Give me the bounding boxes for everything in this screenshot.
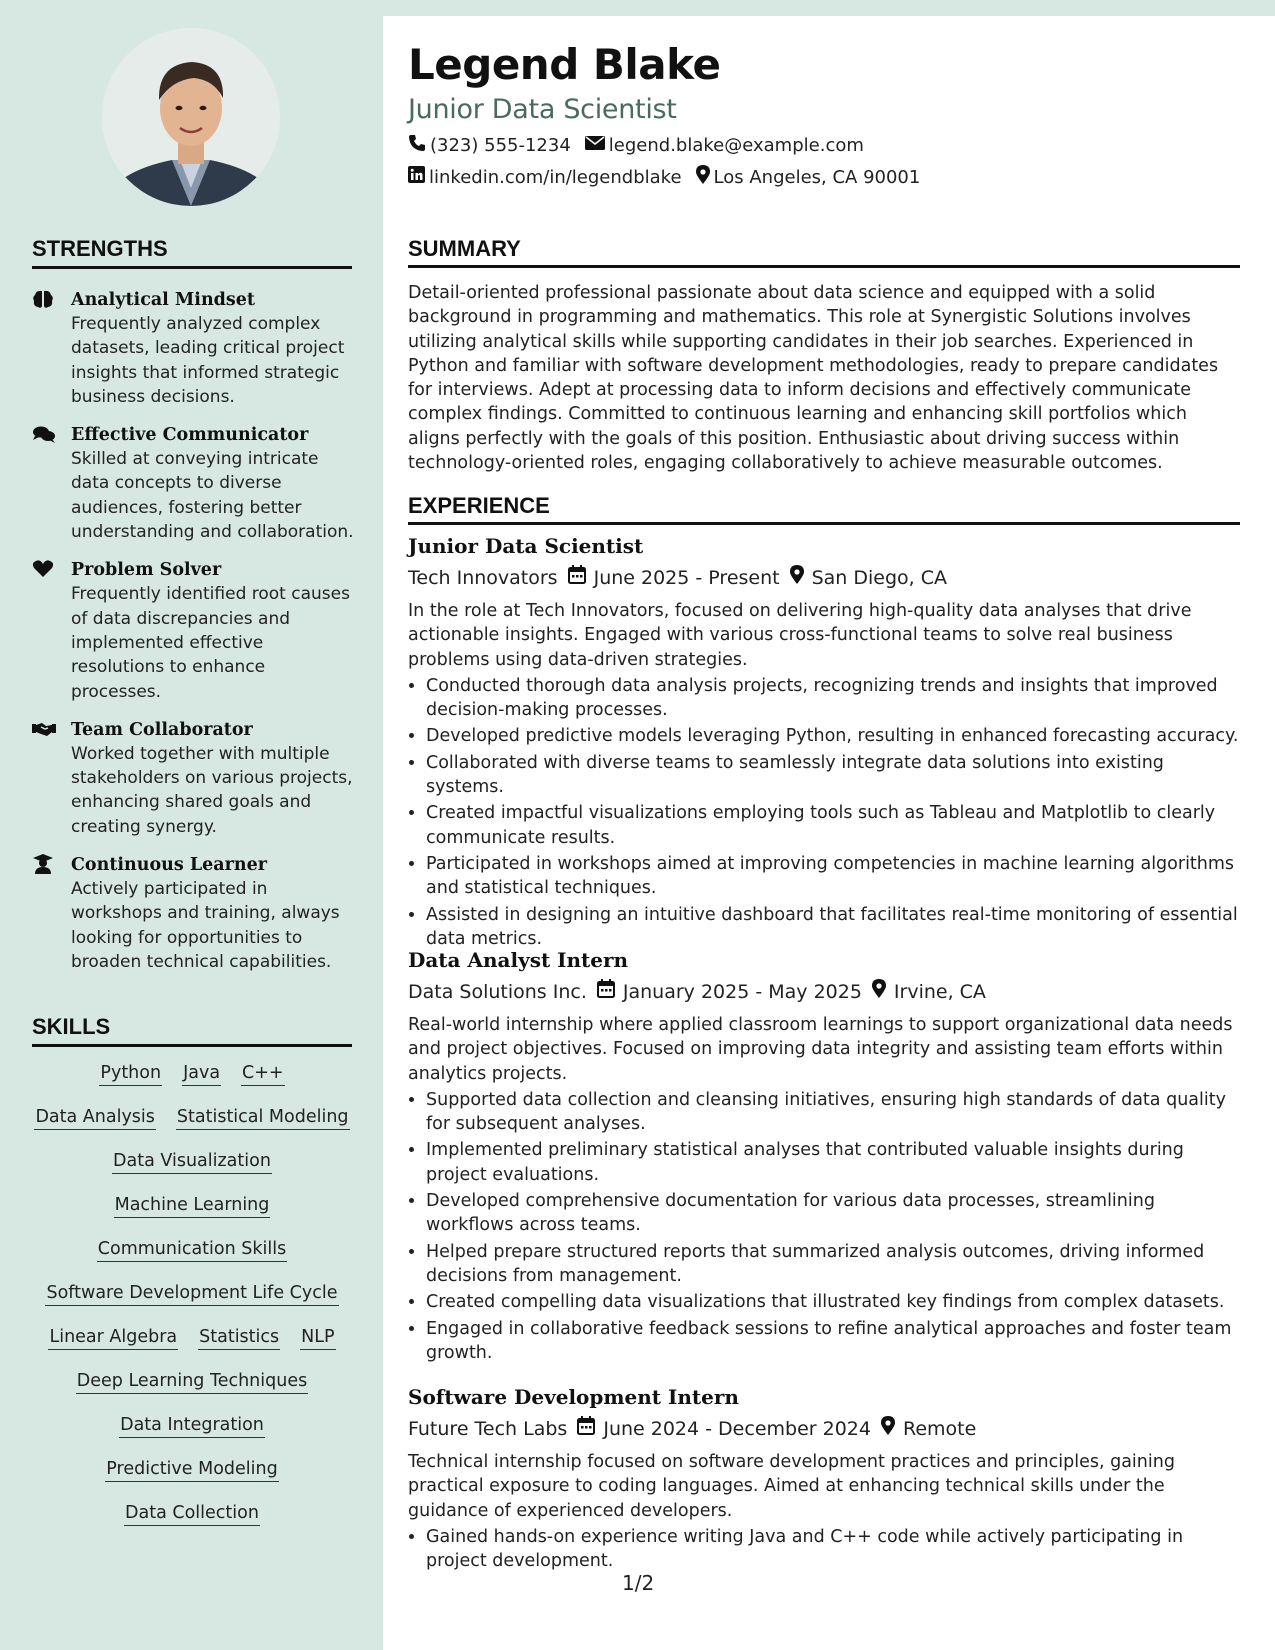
candidate-name: Legend Blake bbox=[408, 40, 721, 89]
job-company: Future Tech Labs bbox=[408, 1418, 568, 1440]
list-item: • Conducted thorough data analysis projects, recognizing trends and insights that improved decision-making processes. bbox=[426, 674, 1240, 723]
calendar-icon bbox=[568, 563, 586, 593]
linkedin-text: linkedin.com/in/legendblake bbox=[429, 166, 682, 188]
strength-item bbox=[32, 423, 357, 544]
location-text: Los Angeles, CA 90001 bbox=[713, 166, 921, 188]
skill-tag: NLP bbox=[300, 1326, 335, 1350]
skill-tag: Statistical Modeling bbox=[176, 1106, 350, 1130]
strength-description: Frequently analyzed complex datasets, leading critical project insights that informed strategic business decisions. bbox=[71, 314, 345, 407]
strength-item bbox=[32, 718, 357, 839]
job-title: Junior Data Scientist bbox=[408, 534, 644, 558]
skill-tag: Statistics bbox=[198, 1326, 280, 1350]
strength-item bbox=[32, 288, 357, 409]
list-item: • Engaged in collaborative feedback sessions to refine analytical approaches and foster team growth. bbox=[426, 1317, 1240, 1366]
job-meta bbox=[408, 1414, 1240, 1444]
strength-item bbox=[32, 853, 357, 974]
job-bullets bbox=[408, 1088, 1240, 1365]
skills-heading: SKILLS bbox=[32, 1014, 352, 1047]
skill-tag: C++ bbox=[241, 1062, 285, 1086]
job-description: In the role at Tech Innovators, focused on delivering high-quality data analyses that drive actionable insights. Engaged with various cross-functional teams to solve real business problems using data-driven strategies. bbox=[408, 601, 1192, 670]
map-pin-icon bbox=[881, 1414, 895, 1444]
map-pin-icon bbox=[872, 977, 886, 1007]
strength-item bbox=[32, 558, 357, 703]
skill-tag: Data Integration bbox=[119, 1414, 265, 1438]
job-meta bbox=[408, 563, 1240, 593]
envelope-icon bbox=[585, 135, 605, 156]
comments-icon bbox=[32, 424, 56, 444]
job-description: Technical internship focused on software development practices and principles, gaining practical exposure to coding languages. Aimed at enhancing technical skills under the guidance of experienced developers. bbox=[408, 1452, 1175, 1521]
job-dates: June 2025 - Present bbox=[593, 567, 780, 589]
job-title: Software Development Intern bbox=[408, 1385, 739, 1409]
job-meta bbox=[408, 977, 1240, 1007]
page-number: 1/2 bbox=[622, 1571, 655, 1595]
job-dates: January 2025 - May 2025 bbox=[622, 981, 862, 1003]
summary-heading: SUMMARY bbox=[408, 236, 1240, 268]
strength-title: Continuous Learner bbox=[71, 855, 267, 876]
skill-tag: Java bbox=[182, 1062, 221, 1086]
strengths-heading: STRENGTHS bbox=[32, 236, 352, 269]
contact-linkedin[interactable] bbox=[408, 165, 682, 189]
list-item: • Developed comprehensive documentation for various data processes, streamlining workflows across teams. bbox=[426, 1189, 1240, 1238]
experience-heading: EXPERIENCE bbox=[408, 493, 1240, 525]
linkedin-icon bbox=[408, 166, 425, 188]
handshake-icon bbox=[32, 719, 56, 739]
strengths-list bbox=[32, 288, 357, 988]
skill-tag: Data Visualization bbox=[112, 1150, 272, 1174]
contact-phone bbox=[408, 134, 571, 157]
contact-row-2 bbox=[408, 165, 920, 189]
list-item: • Assisted in designing an intuitive dashboard that facilitates real-time monitoring of essential data metrics. bbox=[426, 903, 1240, 952]
skill-tag: Software Development Life Cycle bbox=[45, 1282, 338, 1306]
job-bullets bbox=[408, 1525, 1240, 1574]
job-location: Irvine, CA bbox=[893, 981, 986, 1003]
strength-title: Effective Communicator bbox=[71, 425, 309, 446]
list-item: • Created compelling data visualizations that illustrated key findings from complex datasets. bbox=[426, 1290, 1240, 1314]
job-location: Remote bbox=[902, 1418, 977, 1440]
skill-tag: Machine Learning bbox=[114, 1194, 271, 1218]
strength-title: Problem Solver bbox=[71, 560, 222, 581]
list-item: • Created impactful visualizations employing tools such as Tableau and Matplotlib to clearly communicate results. bbox=[426, 801, 1240, 850]
list-item: • Gained hands-on experience writing Java and C++ code while actively participating in project development. bbox=[426, 1525, 1240, 1574]
strength-title: Team Collaborator bbox=[71, 719, 253, 740]
list-item: • Participated in workshops aimed at improving competencies in machine learning algorithms and statistical techniques. bbox=[426, 852, 1240, 901]
skill-tag: Python bbox=[99, 1062, 162, 1086]
graduate-icon bbox=[32, 854, 56, 874]
skill-tag: Predictive Modeling bbox=[105, 1458, 278, 1482]
phone-icon bbox=[408, 134, 426, 157]
contact-row-1 bbox=[408, 134, 864, 157]
job-company: Data Solutions Inc. bbox=[408, 981, 587, 1003]
sidebar bbox=[0, 0, 383, 1650]
strength-title: Analytical Mindset bbox=[71, 290, 255, 310]
strength-description: Skilled at conveying intricate data concepts to diverse audiences, fostering better understanding and collaboration. bbox=[71, 449, 354, 543]
candidate-title: Junior Data Scientist bbox=[408, 94, 677, 125]
brain-icon bbox=[32, 289, 56, 309]
profile-photo bbox=[102, 28, 280, 206]
job-company: Tech Innovators bbox=[408, 567, 558, 589]
job-entry bbox=[408, 1383, 1240, 1575]
calendar-icon bbox=[597, 977, 615, 1007]
contact-location bbox=[696, 165, 921, 189]
strength-description: Worked together with multiple stakeholders on various projects, enhancing shared goals and creating synergy. bbox=[71, 743, 353, 837]
job-bullets bbox=[408, 674, 1240, 951]
contact-email[interactable] bbox=[585, 134, 864, 157]
skill-tag: Linear Algebra bbox=[48, 1326, 178, 1350]
summary-text: Detail-oriented professional passionate about data science and equipped with a solid background in programming and mathematics. This role at Synergistic Solutions involves utilizing analytical skills while supporting candidates in their job searches. Experienced in Python and familiar with software development methodologies, ready to prepare candidates for interviews. Adept at processing data to inform decisions and effectively communicate complex findings. Committed to continuous learning and enhancing skill portfolios which aligns perfectly with the goals of this position. Enthusiastic about driving success within technology-oriented roles, engaging collaboratively to achieve measurable outcomes. bbox=[408, 283, 1219, 474]
list-item: • Helped prepare structured reports that summarized analysis outcomes, driving informed decisions from management. bbox=[426, 1240, 1240, 1289]
job-entry bbox=[408, 946, 1240, 1367]
calendar-icon bbox=[577, 1414, 595, 1444]
list-item: • Implemented preliminary statistical analyses that contributed valuable insights during project evaluations. bbox=[426, 1138, 1240, 1187]
map-pin-icon bbox=[696, 165, 710, 189]
job-dates: June 2024 - December 2024 bbox=[603, 1418, 871, 1440]
strength-description: Actively participated in workshops and training, always looking for opportunities to broaden technical capabilities. bbox=[71, 879, 340, 972]
list-item: • Developed predictive models leveraging Python, resulting in enhanced forecasting accuracy. bbox=[426, 724, 1240, 748]
list-item: • Supported data collection and cleansing initiatives, ensuring high standards of data quality for subsequent analyses. bbox=[426, 1088, 1240, 1137]
skill-tag: Deep Learning Techniques bbox=[76, 1370, 308, 1394]
map-pin-icon bbox=[790, 563, 804, 593]
job-title: Data Analyst Intern bbox=[408, 948, 629, 972]
skill-tag: Communication Skills bbox=[97, 1238, 287, 1262]
job-entry bbox=[408, 532, 1240, 953]
heart-icon bbox=[32, 559, 56, 579]
phone-text: (323) 555-1234 bbox=[430, 135, 571, 156]
email-text: legend.blake@example.com bbox=[608, 135, 864, 156]
strength-description: Frequently identified root causes of data discrepancies and implemented effective resolutions to enhance processes. bbox=[71, 584, 350, 702]
skill-tag: Data Collection bbox=[124, 1502, 260, 1526]
job-location: San Diego, CA bbox=[811, 567, 948, 589]
job-description: Real-world internship where applied classroom learnings to support organizational data needs and project objectives. Focused on improving data integrity and assisting team efforts within analytics projects. bbox=[408, 1015, 1233, 1084]
skill-tag: Data Analysis bbox=[34, 1106, 155, 1130]
skills-list bbox=[32, 1062, 352, 1526]
list-item: • Collaborated with diverse teams to seamlessly integrate data solutions into existing systems. bbox=[426, 751, 1240, 800]
